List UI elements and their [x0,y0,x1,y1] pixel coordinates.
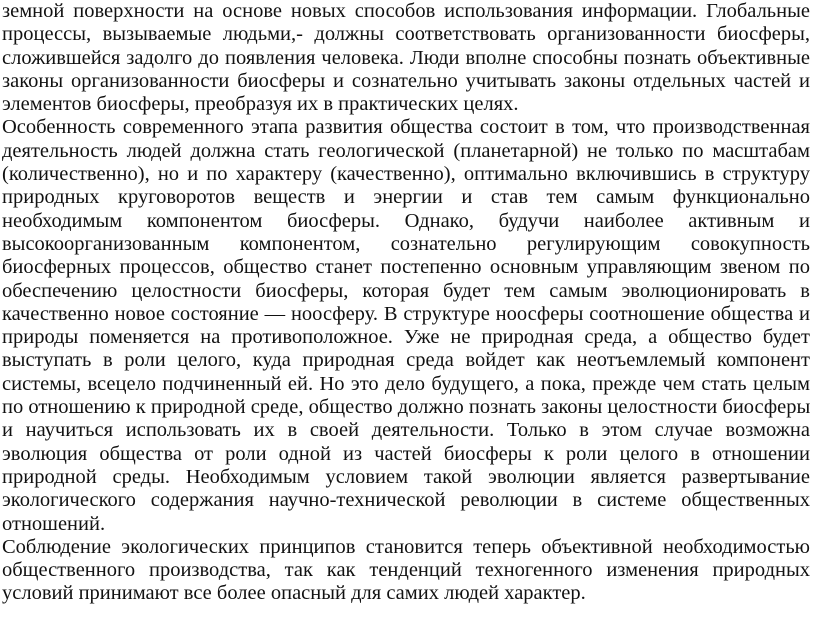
text-line: биосферных процессов, общество станет постепенно основным управляющим звеном по [2,256,810,279]
paragraph-3 [2,536,810,606]
paragraph-2 [2,116,810,535]
text-line: и научиться использовать их в своей деятельности. Только в этом случае возможна [2,419,810,442]
text-line: Особенность современного этапа развития общества состоит в том, что производственная [2,116,810,139]
text-line: элементов биосферы, преобразуя их в практических целях. [2,93,519,116]
text-line: Соблюдение экологических принципов становится теперь объективной необходимостью [2,535,810,558]
text-line: выступать в роли целого, куда природная среда войдет как неотъемлемый компонент [2,349,810,372]
text-line: природы поменяется на противоположное. Уже не природная среда, а общество будет [2,326,810,349]
text-line: обеспечению целостности биосферы, которая будет тем самым эволюционировать в [2,279,810,302]
text-line: законы организованности биосферы и сознательно учитывать законы отдельных частей и [2,69,810,92]
text-line: высокоорганизованным компонентом, сознательно регулирующим совокупность [2,232,810,255]
text-line: деятельность людей должна стать геологической (планетарной) не только по масштабам [2,139,810,162]
text-line: системы, всецело подчиненный ей. Но это дело будущего, а пока, прежде чем стать целым [2,372,810,395]
text-line: природной среды. Необходимым условием такой эволюции является развертывание [2,465,810,488]
text-line: процессы, вызываемые людьми,- должны соответствовать организованности биосферы, [2,23,810,46]
text-line: качественно новое состояние — ноосферу. В структуре ноосферы соотношение общества и [2,302,810,325]
paragraph-1 [2,0,810,116]
text-line: отношений. [2,512,106,535]
text-line: условий принимают все более опасный для самих людей характер. [2,582,586,605]
text-line: экологического содержания научно-технической революции в системе общественных [2,489,810,512]
text-line: природных круговоротов веществ и энергии и став тем самым функционально [2,186,810,209]
text-line: необходимым компонентом биосферы. Однако, будучи наиболее активным и [2,209,810,232]
text-line: (количественно), но и по характеру (качественно), оптимально включившись в структуру [2,163,810,186]
text-line: общественного производства, так как тенденций техногенного изменения природных [2,559,810,582]
text-line: эволюция общества от роли одной из частей биосферы к роли целого в отношении [2,442,810,465]
text-line: по отношению к природной среде, общество должно познать законы целостности биосферы [2,396,810,419]
text-line: сложившейся задолго до появления человека. Люди вполне способны познать объективные [2,46,810,69]
text-line: земной поверхности на основе новых способов использования информации. Глобальные [2,0,810,22]
